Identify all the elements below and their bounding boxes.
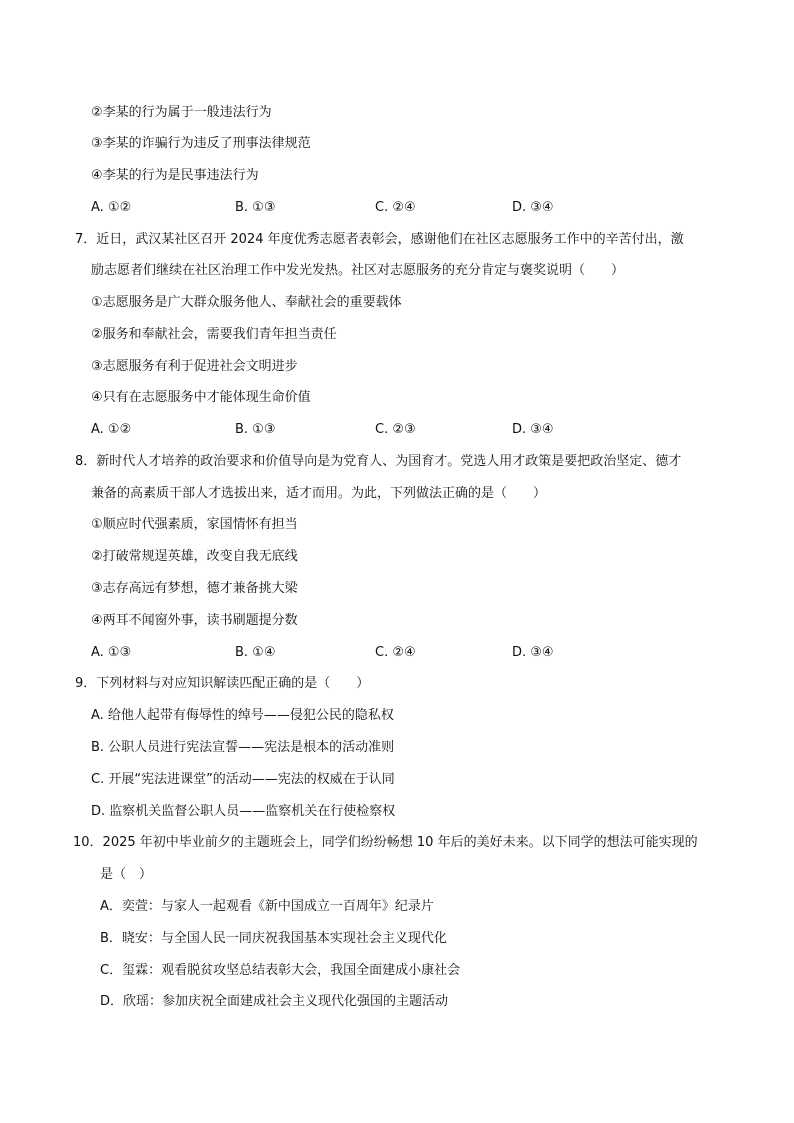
q7-option-c: C. ②③ — [375, 422, 416, 437]
q8-option-a: A. ①③ — [91, 645, 132, 660]
q6-option-b: B. ①③ — [235, 200, 276, 215]
q8-option-c: C. ②④ — [375, 645, 416, 660]
q8-stem-line-2: 兼备的高素质干部人才选拔出来，适才而用。为此，下列做法正确的是（ ） — [91, 486, 547, 501]
q6-option-c: C. ②④ — [375, 200, 416, 215]
q7-item-2: ②服务和奉献社会，需要我们青年担当责任 — [91, 327, 337, 342]
q9-option-c: C. 开展“宪法进课堂”的活动——宪法的权威在于认同 — [91, 772, 395, 787]
q8-option-b: B. ①④ — [235, 645, 276, 660]
q10-option-c: C．玺霖：观看脱贫攻坚总结表彰大会，我国全面建成小康社会 — [100, 963, 461, 978]
q10-option-a: A．奕萱：与家人一起观看《新中国成立一百周年》纪录片 — [100, 899, 434, 914]
q9-option-b: B. 公职人员进行宪法宣誓——宪法是根本的活动准则 — [91, 740, 395, 755]
q8-option-d: D. ③④ — [512, 645, 554, 660]
q9-option-d: D. 监察机关监督公职人员——监察机关在行使检察权 — [91, 804, 396, 819]
q8-item-3: ③志存高远有梦想，德才兼备挑大梁 — [91, 581, 298, 596]
q8-stem-line-1: 8．新时代人才培养的政治要求和价值导向是为党育人、为国育才。党选人用才政策是要把政治坚定、德才 — [75, 454, 682, 469]
q7-item-3: ③志愿服务有利于促进社会文明进步 — [91, 359, 298, 374]
q8-item-1: ①顺应时代强素质，家国情怀有担当 — [91, 517, 298, 532]
q7-option-b: B. ①③ — [235, 422, 276, 437]
q6-option-a: A. ①② — [91, 200, 132, 215]
q8-item-4: ④两耳不闻窗外事，读书刷题提分数 — [91, 613, 298, 628]
q7-stem-line-2: 励志愿者们继续在社区治理工作中发光发热。社区对志愿服务的充分肯定与褒奖说明（ ） — [91, 263, 625, 278]
q10-stem-line-2: 是（ ） — [100, 867, 153, 882]
q7-option-a: A. ①② — [91, 422, 132, 437]
q7-item-1: ①志愿服务是广大群众服务他人、奉献社会的重要载体 — [91, 295, 402, 310]
q9-stem: 9．下列材料与对应知识解读匹配正确的是（ ） — [75, 676, 370, 691]
q7-item-4: ④只有在志愿服务中才能体现生命价值 — [91, 390, 311, 405]
q6-item-3: ③李某的诈骗行为违反了刑事法律规范 — [91, 136, 311, 151]
q10-option-b: B．晓安：与全国人民一同庆祝我国基本实现社会主义现代化 — [100, 931, 447, 946]
q6-item-2: ②李某的行为属于一般违法行为 — [91, 105, 272, 120]
q10-stem-line-1: 10．2025 年初中毕业前夕的主题班会上，同学们纷纷畅想 10 年后的美好未来。以下同学的想法可能实现的 — [73, 835, 698, 850]
q9-option-a: A. 给他人起带有侮辱性的绰号——侵犯公民的隐私权 — [91, 708, 394, 723]
q10-option-d: D．欣瑶：参加庆祝全面建成社会主义现代化强国的主题活动 — [100, 994, 449, 1009]
q6-item-4: ④李某的行为是民事违法行为 — [91, 168, 259, 183]
q6-option-d: D. ③④ — [512, 200, 554, 215]
q7-option-d: D. ③④ — [512, 422, 554, 437]
q8-item-2: ②打破常规逞英雄，改变自我无底线 — [91, 549, 298, 564]
q7-stem-line-1: 7．近日，武汉某社区召开 2024 年度优秀志愿者表彰会，感谢他们在社区志愿服务工作中的辛苦付出，激 — [75, 232, 684, 247]
